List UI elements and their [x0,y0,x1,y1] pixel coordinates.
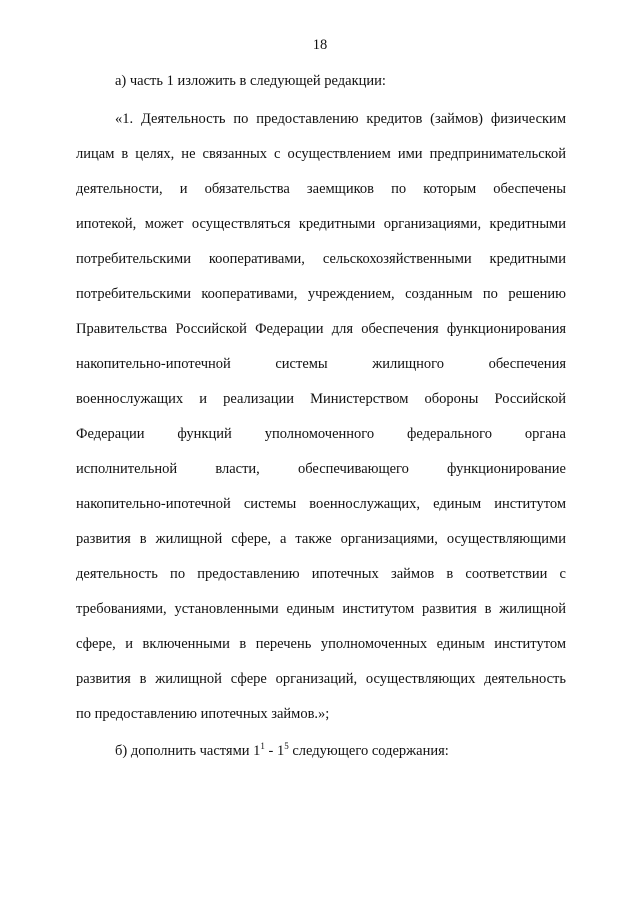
closing-sup-from: 1 [260,741,265,751]
quote-line-16: сфере, и включенными в перечень уполномоченных единым институтом [76,636,566,652]
quote-line-9: военнослужащих и реализации Министерством обороны Российской [76,391,566,407]
quote-line-13: развития в жилищной сфере, а также организациями, осуществляющими [76,531,566,547]
quote-line-11: исполнительной власти, обеспечивающего функционирование [76,461,566,477]
quote-line-6: потребительскими кооперативами, учреждением, созданным по решению [76,286,566,302]
closing-prefix: б) дополнить частями 1 [115,743,261,759]
quote-line-15: требованиями, установленными единым институтом развития в жилищной [76,601,566,617]
quote-line-18: по предоставлению ипотечных займов.»; [76,706,330,722]
quote-line-17: развития в жилищной сфере организаций, осуществляющих деятельность [76,671,566,687]
quote-line-2: лицам в целях, не связанных с осуществлением ими предпринимательской [76,146,566,162]
quote-line-8: накопительно-ипотечной системы жилищного обеспечения [76,356,566,372]
closing-paragraph [115,743,566,760]
closing-dash: - 1 [264,743,285,759]
intro-paragraph: а) часть 1 изложить в следующей редакции: [115,73,386,89]
quote-line-1: «1. Деятельность по предоставлению кредитов (займов) физическим [115,111,566,127]
quote-line-4: ипотекой, может осуществляться кредитными организациями, кредитными [76,216,566,232]
closing-suffix: следующего содержания: [288,743,449,759]
quote-line-5: потребительскими кооперативами, сельскохозяйственными кредитными [76,251,566,267]
quote-line-3: деятельности, и обязательства заемщиков по которым обеспечены [76,181,566,197]
page-number: 18 [312,37,328,53]
quote-line-7: Правительства Российской Федерации для обеспечения функционирования [76,321,566,337]
closing-sup-to: 5 [284,741,289,751]
quote-line-12: накопительно-ипотечной системы военнослужащих, единым институтом [76,496,566,512]
quote-line-14: деятельность по предоставлению ипотечных займов в соответствии с [76,566,566,582]
quote-line-10: Федерации функций уполномоченного федерального органа [76,426,566,442]
